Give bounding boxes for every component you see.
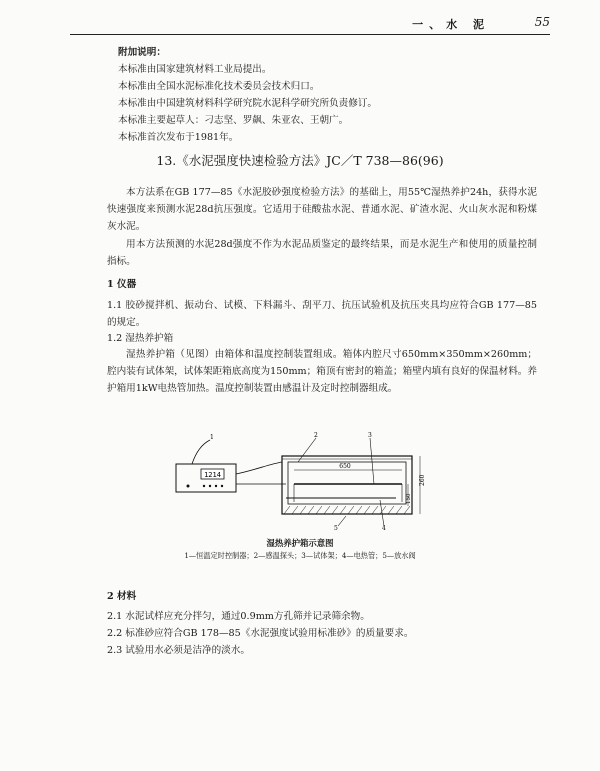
standard-title: 13.《水泥强度快速检验方法》JC／T 738—86(96) [156, 153, 444, 168]
clause-2-1: 2.1 水泥试样应充分拌匀，通过0.9mm方孔筛并记录筛余物。 [107, 611, 370, 622]
figure-caption: 湿热养护箱示意图 [266, 538, 334, 548]
note-line: 本标准首次发布于1981年。 [118, 132, 239, 143]
running-header [70, 14, 550, 35]
callout-4: 4 [382, 525, 386, 532]
callout-leader-2 [298, 438, 316, 462]
section-heading: 1 仪器 [107, 279, 137, 290]
intro-paragraph: 用本方法预测的水泥28d强度不作为水泥品质鉴定的最终结果，而是水泥生产和使用的质量控制指标。 [107, 239, 537, 267]
section-heading: 2 材料 [107, 591, 137, 602]
page-number: 55 [534, 15, 550, 29]
dim-rack: 150 [406, 493, 412, 504]
dim-length: 650 [339, 463, 351, 470]
callout-5: 5 [334, 525, 338, 532]
controller-display: 1214 [204, 471, 221, 479]
note-line: 本标准主要起草人：刁志坚、罗飙、朱亚农、王朝广。 [118, 115, 349, 126]
callout-leader-1 [192, 440, 210, 464]
insulation-hatch [284, 506, 410, 514]
note-line: 本标准由国家建筑材料工业局提出。 [118, 64, 272, 75]
clause-1-2-body: 湿热养护箱（见图）由箱体和温度控制装置组成。箱体内腔尺寸650mm×350mm×260mm；腔内装有试体架，试体架距箱底高度为150mm；箱顶有密封的箱盖；箱壁内填有良好的保温材料。养护箱用1kW电热管加热。温度控制装置由感温计及定时控制器组成。 [107, 349, 537, 394]
callout-leader-3 [370, 438, 374, 484]
clause-2-2: 2.2 标准砂应符合GB 178—85《水泥强度试验用标准砂》的质量要求。 [107, 628, 414, 639]
intro-paragraph: 本方法系在GB 177—85《水泥胶砂强度检验方法》的基础上，用55℃湿热养护24h，获得水泥快速强度来预测水泥28d抗压强度。它适用于硅酸盐水泥、普通水泥、矿渣水泥、火山灰水泥和粉煤灰水泥。 [107, 187, 537, 232]
callout-3: 3 [368, 432, 372, 439]
notes-title: 附加说明： [118, 47, 166, 58]
clause-2-3: 2.3 试验用水必须是洁净的淡水。 [107, 645, 251, 656]
callout-leader-5 [338, 516, 346, 526]
header-section: 一、水 泥 [412, 18, 490, 31]
figure-legend: 1—恒温定时控制器；2—感温探头；3—试体架；4—电热管；5—放水阀 [184, 551, 416, 560]
clause-1-1: 1.1 胶砂搅拌机、振动台、试模、下料漏斗、刮平刀、抗压试验机及抗压夹具均应符合GB 177—85的规定。 [107, 300, 537, 328]
note-line: 本标准由中国建筑材料科学研究院水泥科学研究所负责修订。 [118, 98, 378, 109]
clause-1-2-heading: 1.2 湿热养护箱 [107, 333, 174, 344]
callout-1: 1 [210, 434, 214, 441]
note-line: 本标准由全国水泥标准化技术委员会技术归口。 [118, 81, 320, 92]
probe-cable [236, 462, 282, 474]
humid-curing-box-diagram [170, 432, 440, 532]
dim-height: 260 [419, 474, 426, 486]
controller-unit [176, 464, 236, 492]
callout-2: 2 [314, 432, 318, 439]
